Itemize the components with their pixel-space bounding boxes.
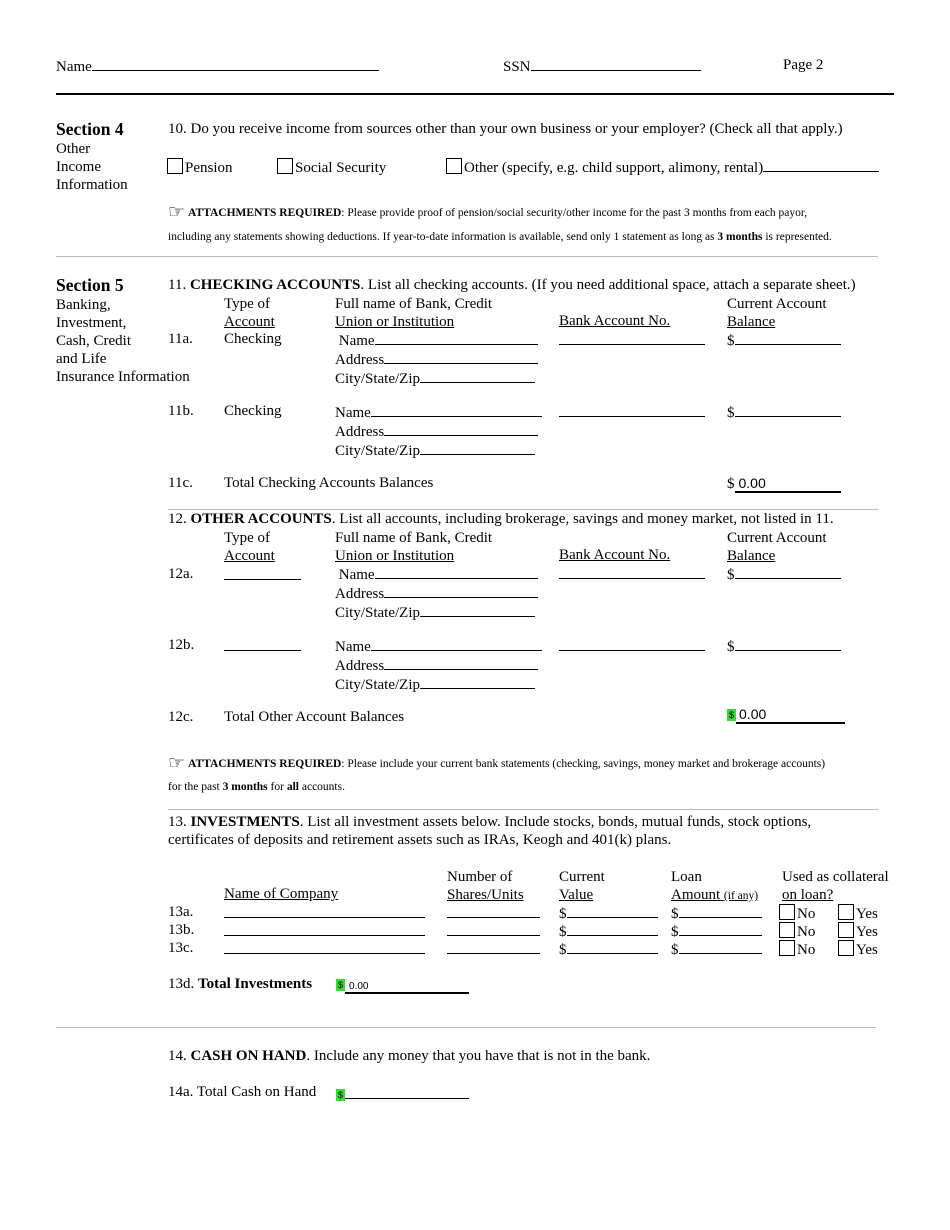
page-number: Page 2 <box>783 57 824 73</box>
row-11a-bank-fields: Name Address City/State/Zip <box>335 331 538 388</box>
row-13b-value[interactable]: $ <box>559 922 658 941</box>
bank-name-input[interactable] <box>371 403 542 417</box>
row-11b-balance[interactable]: $ <box>727 403 841 422</box>
ssn-label: SSN <box>503 59 531 75</box>
other-total-label: Total Other Account Balances <box>224 709 405 725</box>
yes-checkbox[interactable] <box>838 904 854 920</box>
pension-checkbox[interactable] <box>167 158 183 174</box>
cash-total-field[interactable] <box>336 1085 469 1104</box>
checking-total-label: Total Checking Accounts Balances <box>224 475 434 491</box>
row-13b-collateral-yes[interactable]: Yes <box>838 922 878 941</box>
row-12b-id: 12b. <box>168 637 195 653</box>
question-10: 10. Do you receive income from sources other than your own business or your employer? (Check all that apply.) <box>168 121 843 137</box>
row-11a-account-input[interactable] <box>559 331 705 350</box>
row-13a-value[interactable]: $ <box>559 904 658 923</box>
inv-col-value: Current Value <box>559 869 605 903</box>
pointing-hand-icon: ☞ <box>168 752 186 774</box>
bank-address-input[interactable] <box>384 422 538 436</box>
other-total-field[interactable] <box>727 706 845 724</box>
inv-col-company: Name of Company <box>224 886 339 902</box>
other-attachments-line2: for the past 3 months for all accounts. <box>168 781 345 793</box>
bank-city-input[interactable] <box>420 603 535 617</box>
row-12b-account-input[interactable] <box>559 637 705 656</box>
section4-title: Section 4 <box>56 119 124 139</box>
yes-checkbox[interactable] <box>838 940 854 956</box>
section5-divider <box>56 1027 876 1028</box>
checking-total-field[interactable]: $ 0.00 <box>727 475 841 493</box>
other-col-account: Bank Account No. <box>559 547 671 563</box>
investments-text2: certificates of deposits and retirement assets such as IRAs, Keogh and 401(k) plans. <box>168 832 672 848</box>
row-13b-company-input[interactable] <box>224 922 425 941</box>
no-checkbox[interactable] <box>779 940 795 956</box>
cash-total-label: 14a. Total Cash on Hand <box>168 1084 317 1100</box>
row-13c-id: 13c. <box>168 940 194 956</box>
investments-total-value[interactable]: 0.00 <box>345 981 469 994</box>
bank-address-input[interactable] <box>384 656 538 670</box>
name-label: Name <box>56 59 92 75</box>
inv-col-collateral: Used as collateral on loan? <box>782 869 889 903</box>
bank-name-input[interactable] <box>375 331 538 345</box>
row-13a-shares-input[interactable] <box>447 904 540 923</box>
other-divider <box>168 809 878 810</box>
row-13a-company-input[interactable] <box>224 904 425 923</box>
name-field-row <box>56 57 379 76</box>
other-total-dollar: $ <box>729 710 735 720</box>
row-12b-balance[interactable]: $ <box>727 637 841 656</box>
ssn-input[interactable] <box>531 57 701 71</box>
row-11c-id: 11c. <box>168 475 193 491</box>
row-11b-bank-fields: Name Address City/State/Zip <box>335 403 542 460</box>
row-12a-balance[interactable]: $ <box>727 565 841 584</box>
other-col-type: Type of Account <box>224 530 275 564</box>
other-income-checkbox[interactable] <box>446 158 462 174</box>
cash-heading: 14. CASH ON HAND. Include any money that you have that is not in the bank. <box>168 1048 651 1064</box>
header-divider <box>56 93 894 95</box>
checking-col-bank: Full name of Bank, Credit Union or Institution <box>335 296 493 330</box>
investments-total-dollar: $ <box>338 980 344 990</box>
bank-address-input[interactable] <box>384 350 538 364</box>
row-11a-id: 11a. <box>168 331 193 347</box>
no-checkbox[interactable] <box>779 922 795 938</box>
row-13b-id: 13b. <box>168 922 195 938</box>
checking-col-balance: Current Account Balance <box>727 296 827 330</box>
other-income-specify-input[interactable] <box>763 158 879 172</box>
other-attachments: ☞ ATTACHMENTS REQUIRED: Please include your current bank statements (checking, savings, money market and brokerage accounts) <box>168 752 826 774</box>
row-11b-id: 11b. <box>168 403 194 419</box>
row-13a-collateral-yes[interactable]: Yes <box>838 904 878 923</box>
row-13c-loan[interactable]: $ <box>671 940 762 959</box>
row-13c-shares-input[interactable] <box>447 940 540 959</box>
social-security-checkbox[interactable] <box>277 158 293 174</box>
cash-total-input[interactable] <box>345 1085 469 1099</box>
row-13a-collateral-no[interactable]: No <box>779 904 815 923</box>
name-input[interactable] <box>92 57 379 71</box>
bank-name-input[interactable] <box>375 565 538 579</box>
other-total-value[interactable]: 0.00 <box>736 706 845 724</box>
social-security-option[interactable]: Social Security <box>277 158 386 177</box>
bank-address-input[interactable] <box>384 584 538 598</box>
bank-name-input[interactable] <box>371 637 542 651</box>
inv-col-shares: Number of Shares/Units <box>447 869 524 903</box>
bank-city-input[interactable] <box>420 675 535 689</box>
checking-total-value[interactable]: 0.00 <box>735 475 841 493</box>
row-11b-account-input[interactable] <box>559 403 705 422</box>
row-13b-collateral-no[interactable]: No <box>779 922 815 941</box>
no-checkbox[interactable] <box>779 904 795 920</box>
row-13b-loan[interactable]: $ <box>671 922 762 941</box>
row-13a-id: 13a. <box>168 904 194 920</box>
row-12a-account-input[interactable] <box>559 565 705 584</box>
pension-option[interactable]: Pension <box>167 158 233 177</box>
ssn-field-row <box>503 57 701 76</box>
investments-total-label: 13d. Total Investments <box>168 976 313 992</box>
row-13c-collateral-yes[interactable]: Yes <box>838 940 878 959</box>
row-13c-collateral-no[interactable]: No <box>779 940 815 959</box>
section5-subtitle: Banking, Investment, Cash, Credit and Life Insurance Information <box>56 297 190 385</box>
bank-city-input[interactable] <box>420 369 535 383</box>
section4-divider <box>56 256 878 257</box>
other-heading: 12. OTHER ACCOUNTS. List all accounts, including brokerage, savings and money market, not listed in 11. <box>168 511 834 527</box>
inv-col-loan: Loan Amount (if any) <box>671 869 759 903</box>
row-12a-id: 12a. <box>168 566 194 582</box>
bank-city-input[interactable] <box>420 441 535 455</box>
pointing-hand-icon: ☞ <box>168 201 186 223</box>
row-13a-loan[interactable]: $ <box>671 904 762 923</box>
checking-col-type: Type of Account <box>224 296 275 330</box>
row-12c-id: 12c. <box>168 709 194 725</box>
checking-divider <box>168 509 878 510</box>
row-12a-type-input[interactable] <box>224 566 301 585</box>
other-col-bank: Full name of Bank, Credit Union or Institution <box>335 530 493 564</box>
row-11a-type: Checking <box>224 331 282 347</box>
row-11a-balance[interactable]: $ <box>727 331 841 350</box>
cash-total-dollar: $ <box>338 1090 344 1100</box>
row-13c-company-input[interactable] <box>224 940 425 959</box>
row-13b-shares-input[interactable] <box>447 922 540 941</box>
investments-heading: 13. INVESTMENTS. List all investment assets below. Include stocks, bonds, mutual funds, stock options, <box>168 814 812 830</box>
section4-attachments-line2: including any statements showing deductions. If year-to-date information is available, send only 1 statement as long as 3 months is represented. <box>168 231 832 243</box>
checking-heading: 11. CHECKING ACCOUNTS. List all checking accounts. (If you need additional space, attach a separate sheet.) <box>168 277 856 293</box>
other-col-balance: Current Account Balance <box>727 530 827 564</box>
section4-subtitle: Other Income Information <box>56 141 128 193</box>
section4-attachments: ☞ ATTACHMENTS REQUIRED: Please provide proof of pension/social security/other income for the past 3 months from each payor, <box>168 201 808 223</box>
checking-col-account: Bank Account No. <box>559 313 671 329</box>
row-11b-type: Checking <box>224 403 282 419</box>
row-12a-bank-fields: Name Address City/State/Zip <box>335 565 538 622</box>
row-12b-type-input[interactable] <box>224 637 301 656</box>
row-13c-value[interactable]: $ <box>559 940 658 959</box>
investments-total-field[interactable] <box>336 977 469 994</box>
row-12b-bank-fields: Name Address City/State/Zip <box>335 637 542 694</box>
section5-title: Section 5 <box>56 275 124 295</box>
yes-checkbox[interactable] <box>838 922 854 938</box>
other-income-option[interactable]: Other (specify, e.g. child support, alimony, rental) <box>446 158 879 177</box>
